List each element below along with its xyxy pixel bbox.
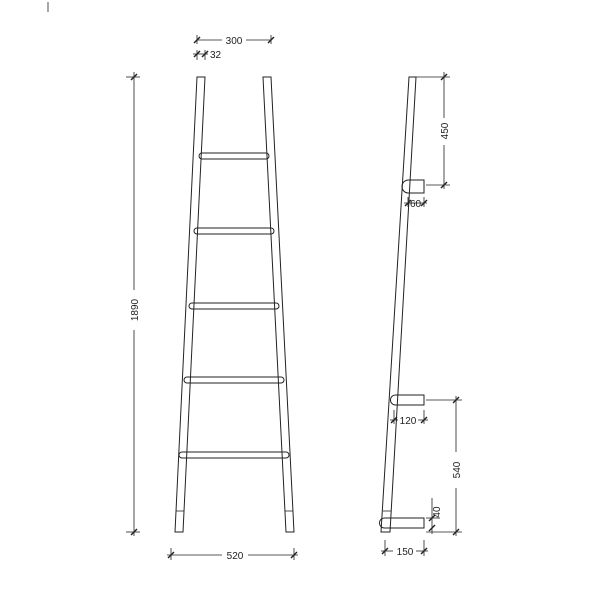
dim-rail-width (193, 50, 222, 61)
side-rail (381, 77, 416, 532)
dim-base-width (167, 548, 298, 562)
rung-4 (184, 377, 284, 383)
dim-label-40: 40 (432, 506, 443, 518)
top-hook (402, 180, 424, 193)
left-rail (175, 77, 205, 532)
rung-3 (189, 303, 279, 309)
dim-side-base-depth (381, 540, 428, 558)
dim-label-1890: 1890 (130, 298, 141, 322)
dim-top-hook-offset (416, 72, 451, 189)
dim-label-520: 520 (226, 551, 244, 562)
front-view (126, 35, 298, 562)
dim-label-300: 300 (225, 36, 243, 47)
dim-foot-height (426, 498, 443, 534)
rung-2 (194, 228, 274, 234)
dim-label-60: 60 (410, 199, 422, 210)
side-view (379, 72, 463, 558)
dim-top-width (194, 35, 274, 47)
dim-label-120: 120 (399, 416, 417, 427)
dim-label-150: 150 (396, 547, 414, 558)
dim-label-450: 450 (440, 122, 451, 140)
rung-1 (199, 153, 269, 159)
dim-hook-size (404, 197, 427, 210)
side-foot (379, 518, 424, 528)
dim-label-540: 540 (452, 461, 463, 479)
rung-5 (179, 452, 289, 458)
dim-label-32: 32 (210, 50, 222, 61)
dim-height (126, 72, 141, 536)
lower-hook (390, 395, 424, 405)
